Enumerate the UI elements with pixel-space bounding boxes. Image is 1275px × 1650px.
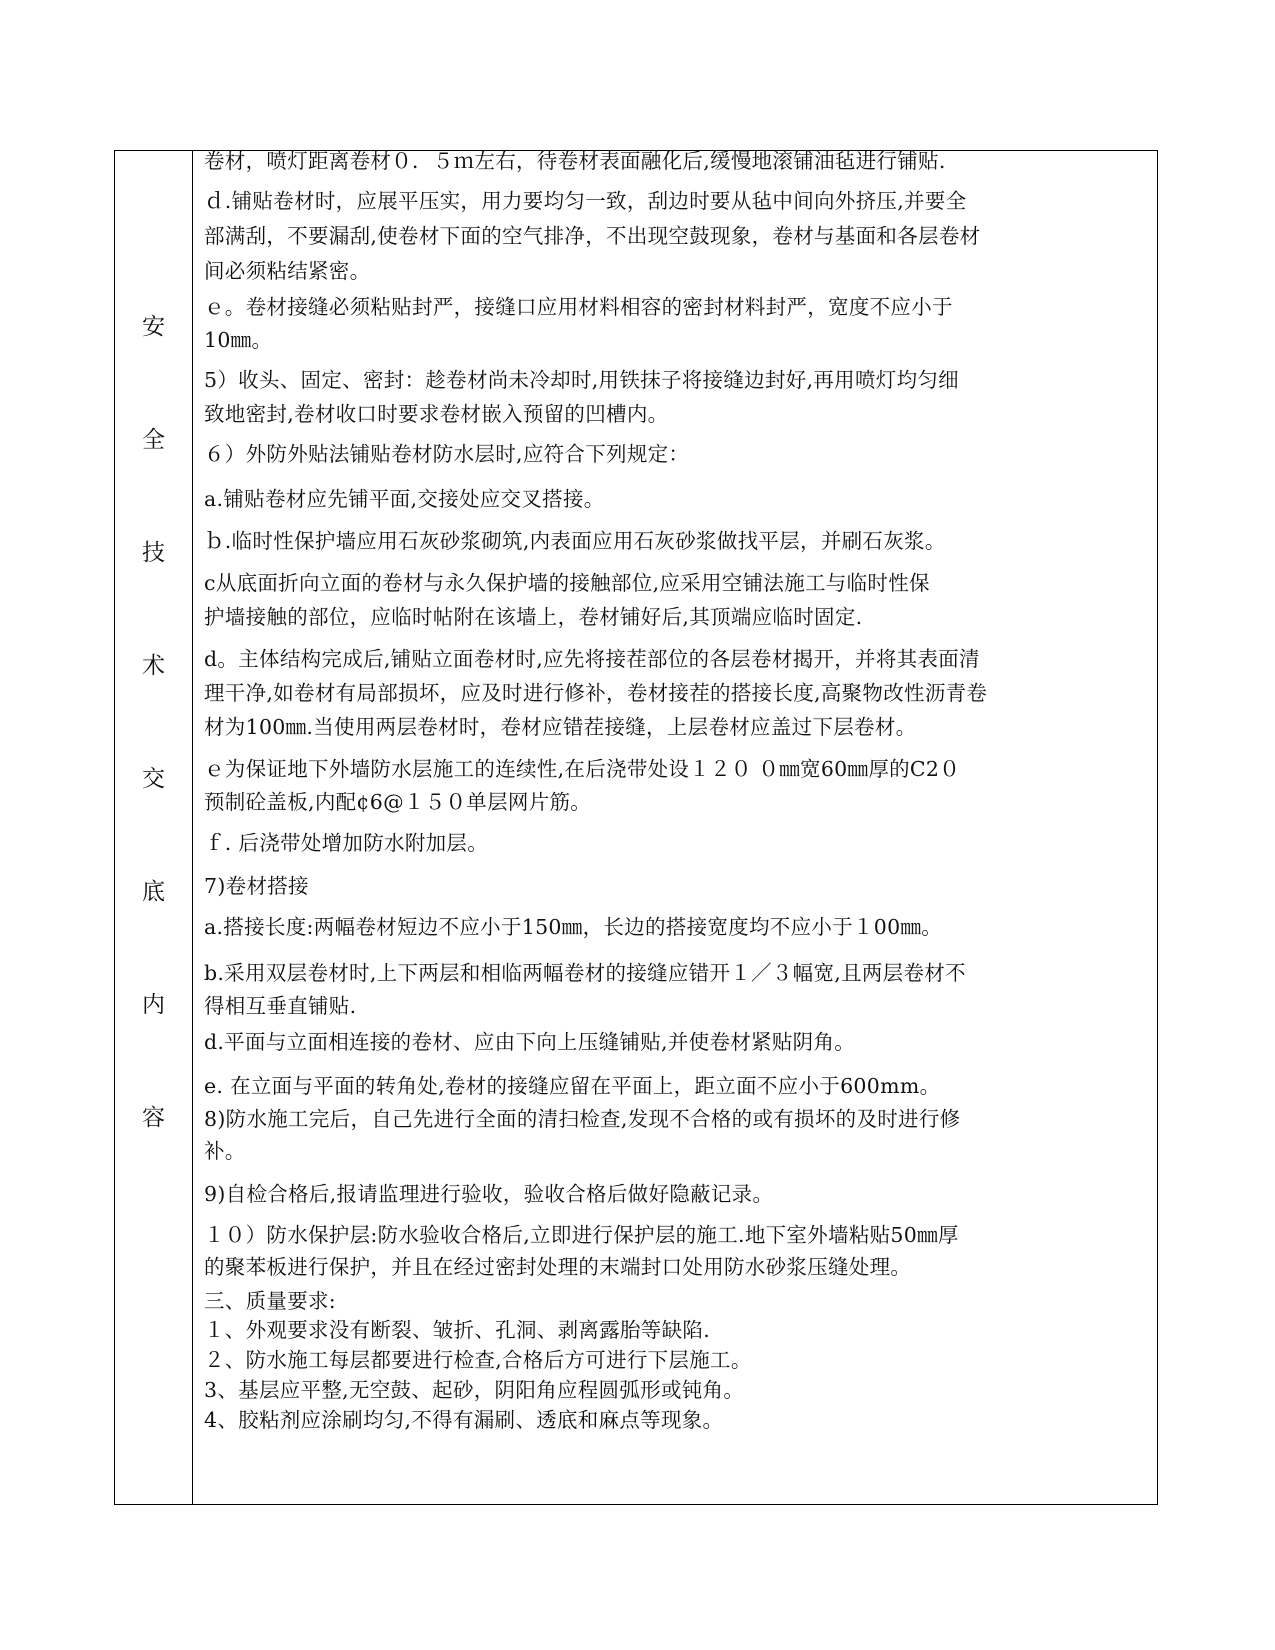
- text-line: 材为100㎜.当使用两层卷材时，卷材应错茬接缝，上层卷材应盖过下层卷材。: [204, 715, 917, 739]
- text-line: ｄ.铺贴卷材时，应展平压实，用力要均匀一致，刮边时要从毡中间向外挤压,并要全: [204, 189, 967, 213]
- label-char: 安: [142, 314, 165, 340]
- text-line: １、外观要求没有断裂、皱折、孔洞、剥离露胎等缺陷.: [204, 1318, 711, 1342]
- label-char: 内: [142, 992, 165, 1018]
- text-line: ｅ。卷材接缝必须粘贴封严，接缝口应用材料相容的密封材料封严，宽度不应小于: [204, 295, 953, 319]
- label-char: 全: [142, 427, 165, 453]
- text-line: d.平面与立面相连接的卷材、应由下向上压缝铺贴,并使卷材紧贴阴角。: [204, 1030, 856, 1054]
- text-line: 8)防水施工完后，自己先进行全面的清扫检查,发现不合格的或有损坏的及时进行修: [204, 1107, 961, 1131]
- text-line: 9)自检合格后,报请监理进行验收，验收合格后做好隐蔽记录。: [204, 1182, 774, 1206]
- text-line: 补。: [204, 1139, 246, 1163]
- text-line: c从底面折向立面的卷材与永久保护墙的接触部位,应采用空铺法施工与临时性保: [204, 571, 930, 595]
- text-line: e. 在立面与平面的转角处,卷材的接缝应留在平面上，距立面不应小于600mm。: [204, 1074, 941, 1098]
- text-line: 三、质量要求:: [204, 1289, 337, 1313]
- text-line: ｆ. 后浇带处增加防水附加层。: [204, 831, 489, 855]
- section-label-column: [115, 151, 193, 1504]
- text-line: 10㎜。: [204, 328, 273, 352]
- label-char: 术: [142, 653, 165, 679]
- text-line: ６）外防外贴法铺贴卷材防水层时,应符合下列规定：: [204, 442, 690, 466]
- text-line: 预制砼盖板,内配¢6@１５０单层网片筋。: [204, 790, 592, 814]
- text-line: １０）防水保护层:防水验收合格后,立即进行保护层的施工.地下室外墙粘贴50㎜厚: [204, 1223, 959, 1247]
- text-line: 护墙接触的部位，应临时帖附在该墙上，卷材铺好后,其顶端应临时固定.: [204, 605, 863, 629]
- content-column: [193, 151, 1157, 1504]
- label-char: 容: [142, 1105, 165, 1131]
- text-line: 的聚苯板进行保护，并且在经过密封处理的末端封口处用防水砂浆压缝处理。: [204, 1255, 912, 1279]
- label-char: 交: [142, 766, 165, 792]
- text-line: ｂ.临时性保护墙应用石灰砂浆砌筑,内表面应用石灰砂浆做找平层，并刷石灰浆。: [204, 529, 946, 553]
- text-line: 4、胶粘剂应涂刷均匀,不得有漏刷、透底和麻点等现象。: [204, 1408, 724, 1432]
- document-table: [114, 150, 1158, 1505]
- text-line: 间必须粘结紧密。: [204, 259, 371, 283]
- text-line: b.采用双层卷材时,上下两层和相临两幅卷材的接缝应错开１／３幅宽,且两层卷材不: [204, 961, 966, 985]
- label-char: 底: [142, 879, 165, 905]
- text-line: d。主体结构完成后,铺贴立面卷材时,应先将接茬部位的各层卷材揭开，并将其表面清: [204, 647, 980, 671]
- text-line: ２、防水施工每层都要进行检查,合格后方可进行下层施工。: [204, 1348, 752, 1372]
- text-line: 7)卷材搭接: [204, 874, 309, 898]
- text-line: 5）收头、固定、密封：趁卷材尚未冷却时,用铁抹子将接缝边封好,再用喷灯均匀细: [204, 368, 959, 392]
- text-line: 理干净,如卷材有局部损坏，应及时进行修补，卷材接茬的搭接长度,高聚物改性沥青卷: [204, 681, 988, 705]
- text-line: 卷材，喷灯距离卷材０．５ｍ左右，待卷材表面融化后,缓慢地滚铺油毡进行铺贴.: [204, 149, 946, 173]
- label-char: 技: [142, 540, 165, 566]
- text-line: 致地密封,卷材收口时要求卷材嵌入预留的凹槽内。: [204, 402, 669, 426]
- text-line: ｅ为保证地下外墙防水层施工的连续性,在后浇带处设１２０ ０㎜宽60㎜厚的C2０: [204, 757, 961, 781]
- text-line: a.铺贴卷材应先铺平面,交接处应交叉搭接。: [204, 487, 605, 511]
- text-line: a.搭接长度:两幅卷材短边不应小于150㎜，长边的搭接宽度均不应小于１00㎜。: [204, 915, 943, 939]
- text-line: 部满刮，不要漏刮,使卷材下面的空气排净，不出现空鼓现象，卷材与基面和各层卷材: [204, 224, 981, 248]
- text-line: 3、基层应平整,无空鼓、起砂，阴阳角应程圆弧形或钝角。: [204, 1378, 745, 1402]
- text-line: 得相互垂直铺贴.: [204, 994, 357, 1018]
